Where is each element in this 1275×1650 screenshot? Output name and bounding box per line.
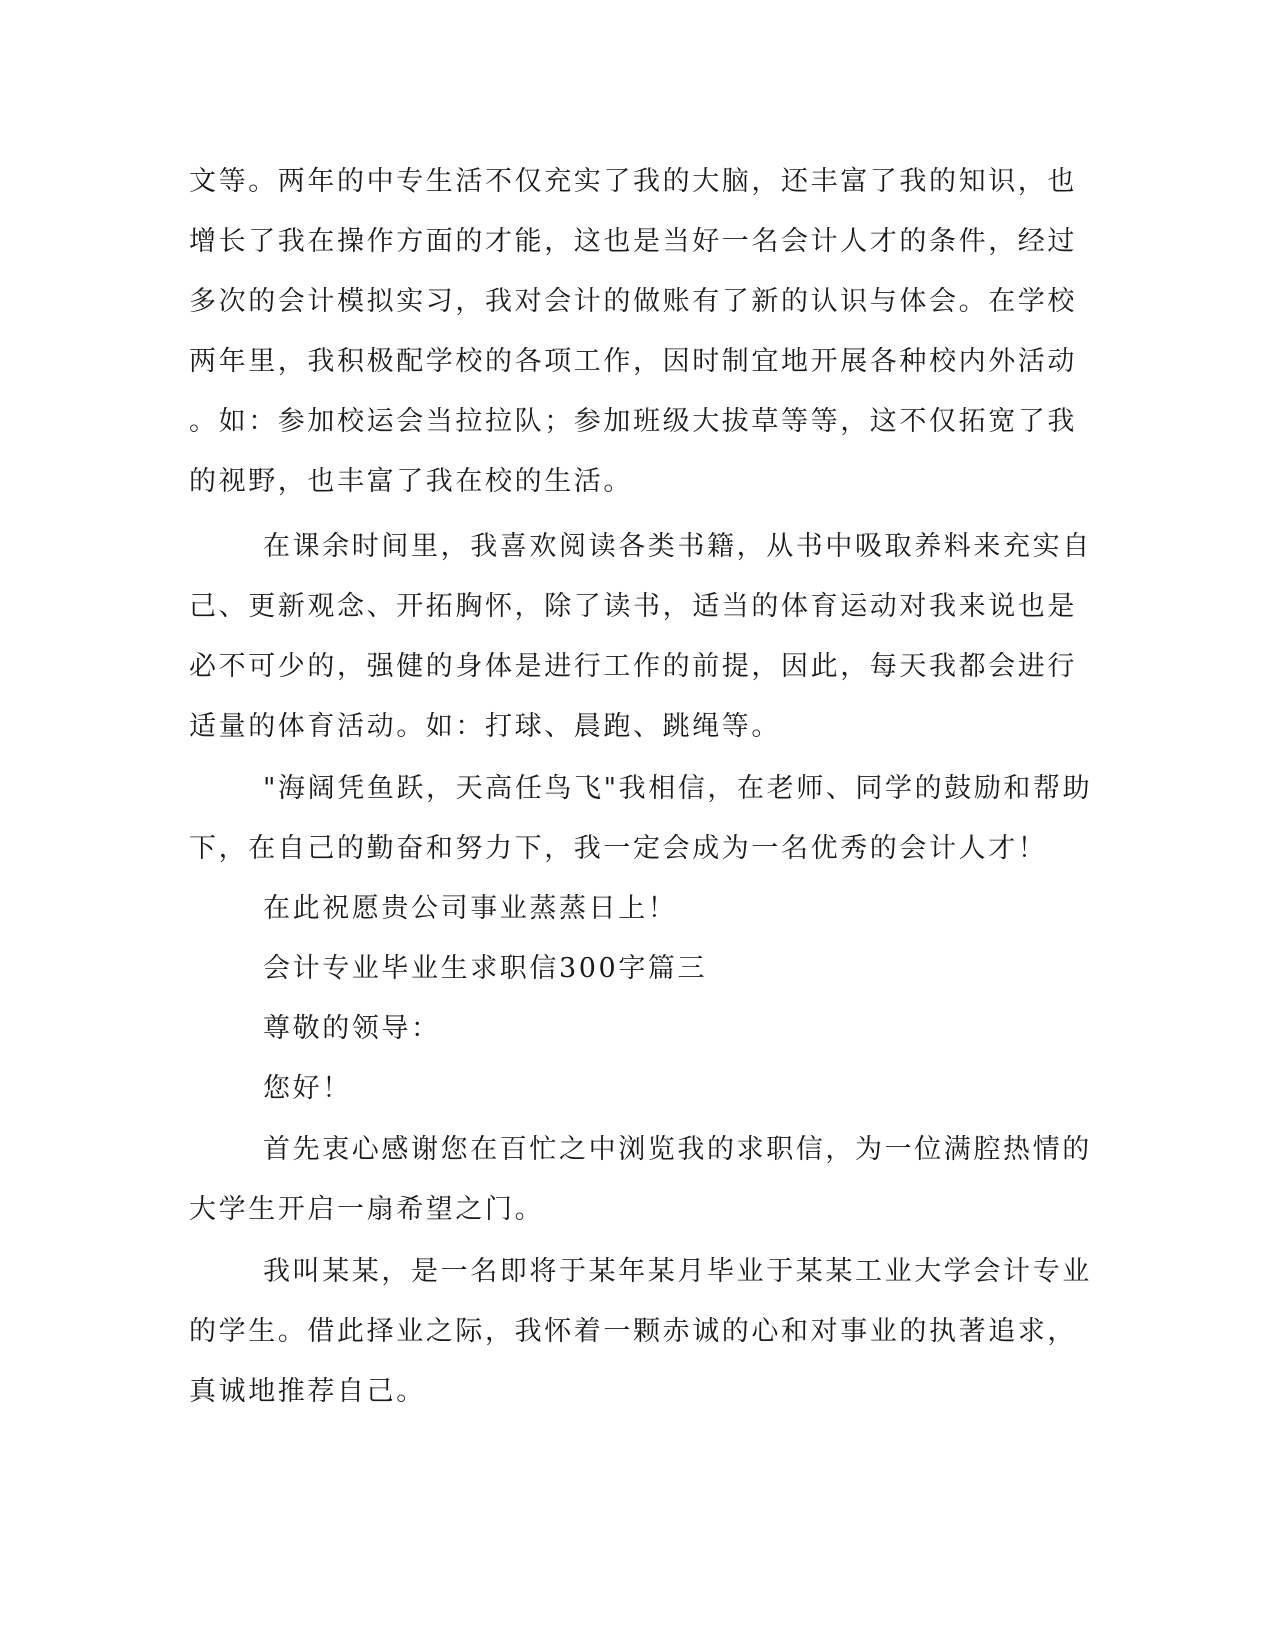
closing-wish-line: 在此祝愿贵公司事业蒸蒸日上！ bbox=[263, 893, 678, 924]
text-line: 的视野，也丰富了我在校的生活。 bbox=[189, 466, 633, 497]
paragraph-start-line: "海阔凭鱼跃，天高任鸟飞"我相信，在老师、同学的鼓励和帮助 bbox=[263, 773, 1093, 804]
text-line: 下，在自己的勤奋和努力下，我一定会成为一名优秀的会计人才！ bbox=[189, 833, 1048, 864]
section-heading: 会计专业毕业生求职信300字篇三 bbox=[263, 953, 708, 984]
paragraph-start-line: 在课余时间里，我喜欢阅读各类书籍，从书中吸取养料来充实自 bbox=[263, 531, 1092, 562]
paragraph-start-line: 首先衷心感谢您在百忙之中浏览我的求职信，为一位满腔热情的 bbox=[263, 1134, 1092, 1165]
text-line: 适量的体育活动。如：打球、晨跑、跳绳等。 bbox=[189, 711, 781, 742]
text-line: 文等。两年的中专生活不仅充实了我的大脑，还丰富了我的知识，也 bbox=[189, 166, 1077, 197]
text-line: 必不可少的，强健的身体是进行工作的前提，因此，每天我都会进行 bbox=[189, 651, 1077, 682]
text-line: 多次的会计模拟实习，我对会计的做账有了新的认识与体会。在学校 bbox=[189, 286, 1077, 317]
text-line: 己、更新观念、开拓胸怀，除了读书，适当的体育运动对我来说也是 bbox=[189, 591, 1077, 622]
salutation: 尊敬的领导： bbox=[263, 1013, 441, 1044]
text-line: 两年里，我积极配学校的各项工作，因时制宜地开展各种校内外活动 bbox=[189, 346, 1077, 377]
text-line: 增长了我在操作方面的才能，这也是当好一名会计人才的条件，经过 bbox=[189, 226, 1077, 257]
text-line: 大学生开启一扇希望之门。 bbox=[189, 1194, 545, 1225]
paragraph-start-line: 我叫某某，是一名即将于某年某月毕业于某某工业大学会计专业 bbox=[263, 1256, 1092, 1287]
text-line: 真诚地推荐自己。 bbox=[189, 1376, 426, 1407]
text-line: 。如：参加校运会当拉拉队；参加班级大拔草等等，这不仅拓宽了我 bbox=[189, 406, 1077, 437]
text-line: 的学生。借此择业之际，我怀着一颗赤诚的心和对事业的执著追求， bbox=[189, 1316, 1077, 1347]
greeting: 您好！ bbox=[263, 1073, 352, 1104]
